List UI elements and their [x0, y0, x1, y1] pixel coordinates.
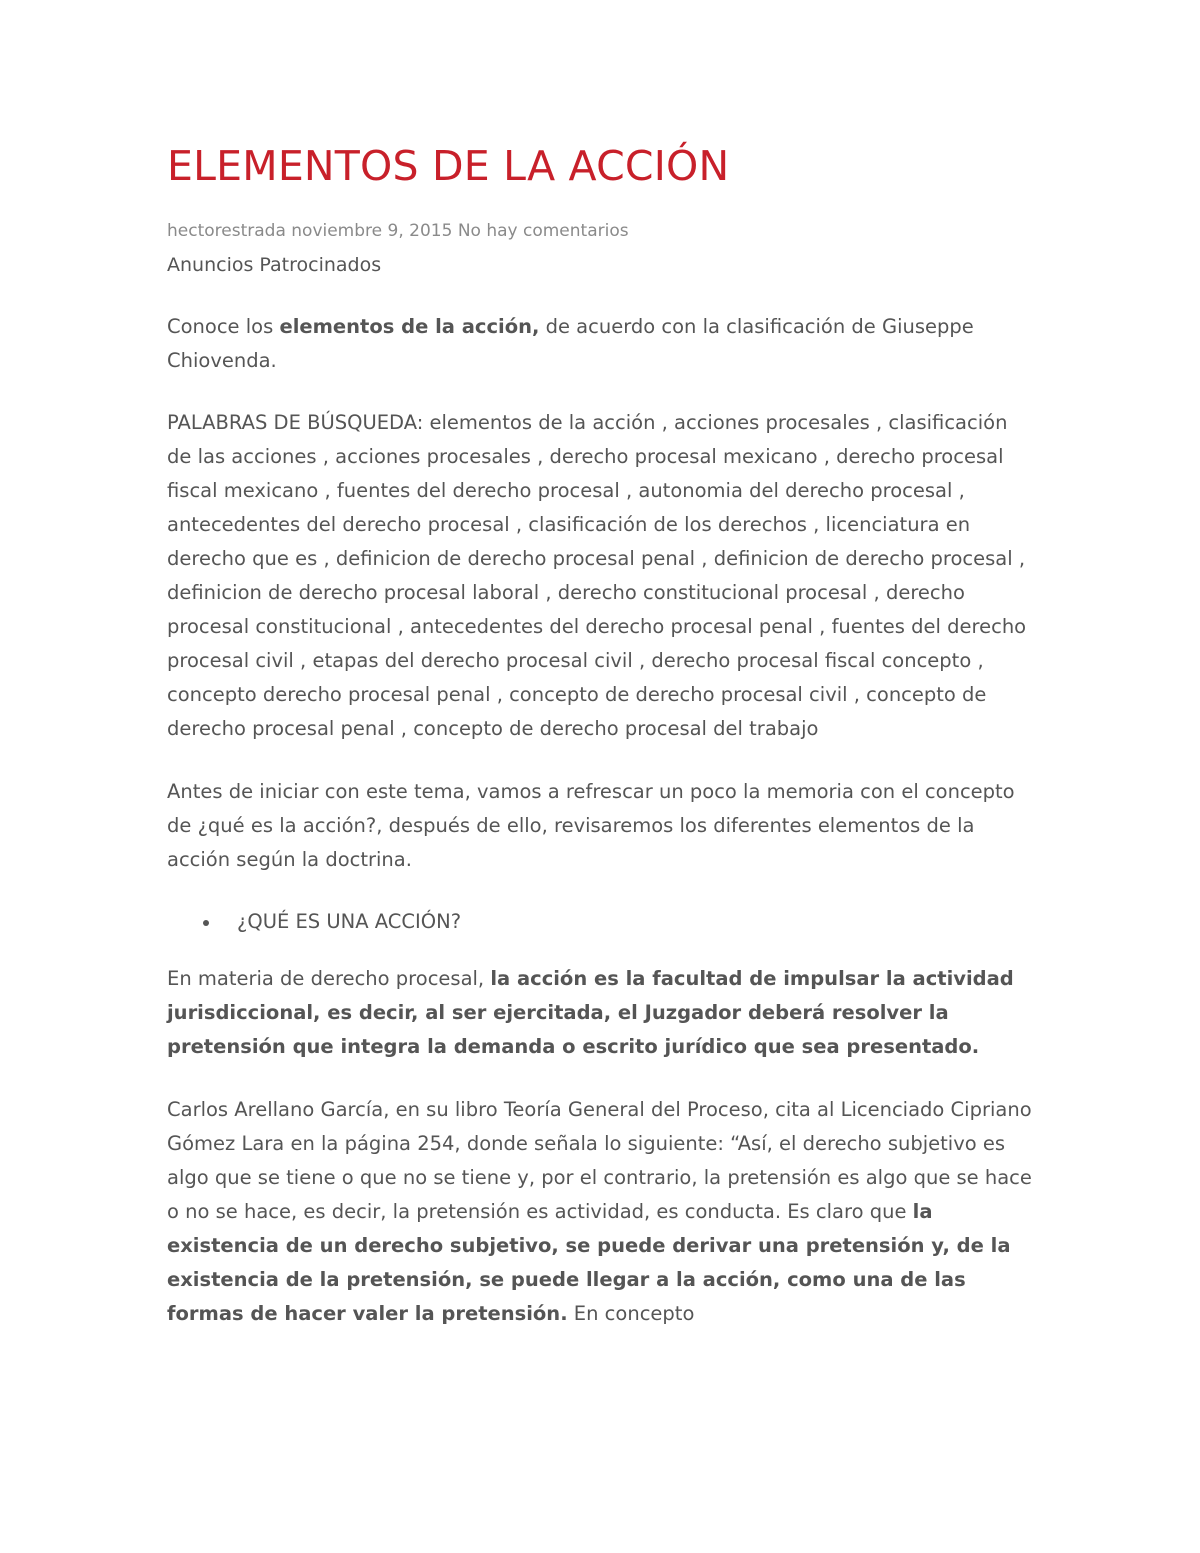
article-title: ELEMENTOS DE LA ACCIÓN: [167, 142, 730, 190]
materia-bold: la acción es la facultad de impulsar la actividad jurisdiccional, es decir, al ser ejercitada, el Juzgador deberá resolver la pretensión que integra la demanda o escrito jurídico que sea presentado.: [167, 967, 1014, 1058]
intro-paragraph: [167, 310, 1037, 378]
section-list: [167, 905, 1037, 939]
section-heading: ¿QUÉ ES UNA ACCIÓN?: [237, 910, 462, 933]
intro-text-1: Conoce los: [167, 315, 280, 338]
section-heading-item: [167, 905, 1037, 939]
meta-date: noviembre 9, 2015: [291, 221, 453, 241]
keywords-paragraph: PALABRAS DE BÚSQUEDA: elementos de la acción , acciones procesales , clasificación de las acciones , acciones procesales , derecho procesal mexicano , derecho procesal fiscal mexicano , fuentes del derecho procesal , autonomia del derecho procesal , antecedentes del derecho procesal , clasificación de los derechos , licenciatura en derecho que es , definicion de derecho procesal penal , definicion de derecho procesal , definicion de derecho procesal laboral , derecho constitucional procesal , derecho procesal constitucional , antecedentes del derecho procesal penal , fuentes del derecho procesal civil , etapas del derecho procesal civil , derecho procesal fiscal concepto , concepto derecho procesal penal , concepto de derecho procesal civil , concepto de derecho procesal penal , concepto de derecho procesal del trabajo: [167, 411, 1027, 740]
article-meta: [167, 220, 1037, 242]
carlos-bold: la existencia de un derecho subjetivo, se puede derivar una pretensión y, de la existencia de la pretensión, se puede llegar a la acción, como una de las formas de hacer valer la pretensión.: [167, 1200, 1011, 1325]
materia-paragraph: [167, 962, 1037, 1064]
carlos-text-1: Carlos Arellano García, en su libro Teoría General del Proceso, cita al Licenciado Cipriano Gómez Lara en la página 254, donde señala lo siguiente: “Así, el derecho subjetivo es algo que se tiene o que no se tiene y, por el contrario, la pretensión es algo que se hace o no se hace, es decir, la pretensión es actividad, es conducta. Es claro que: [167, 1098, 1032, 1223]
sponsored-label: Anuncios Patrocinados: [167, 254, 382, 276]
carlos-paragraph: [167, 1093, 1037, 1331]
bullet-icon: [203, 920, 209, 926]
meta-author: hectorestrada: [167, 221, 286, 241]
intro-text-2: de acuerdo con la clasificación de Giuseppe Chiovenda.: [167, 315, 974, 372]
meta-comments: No hay comentarios: [457, 221, 629, 241]
document-page: [167, 138, 1037, 1331]
carlos-text-2: En concepto: [567, 1302, 695, 1325]
intro-bold: elementos de la acción,: [279, 315, 540, 338]
materia-text-1: En materia de derecho procesal,: [167, 967, 491, 990]
antes-paragraph: Antes de iniciar con este tema, vamos a refrescar un poco la memoria con el concepto de ¿qué es la acción?, después de ello, revisaremos los diferentes elementos de la acción según la doctrina.: [167, 780, 1015, 871]
